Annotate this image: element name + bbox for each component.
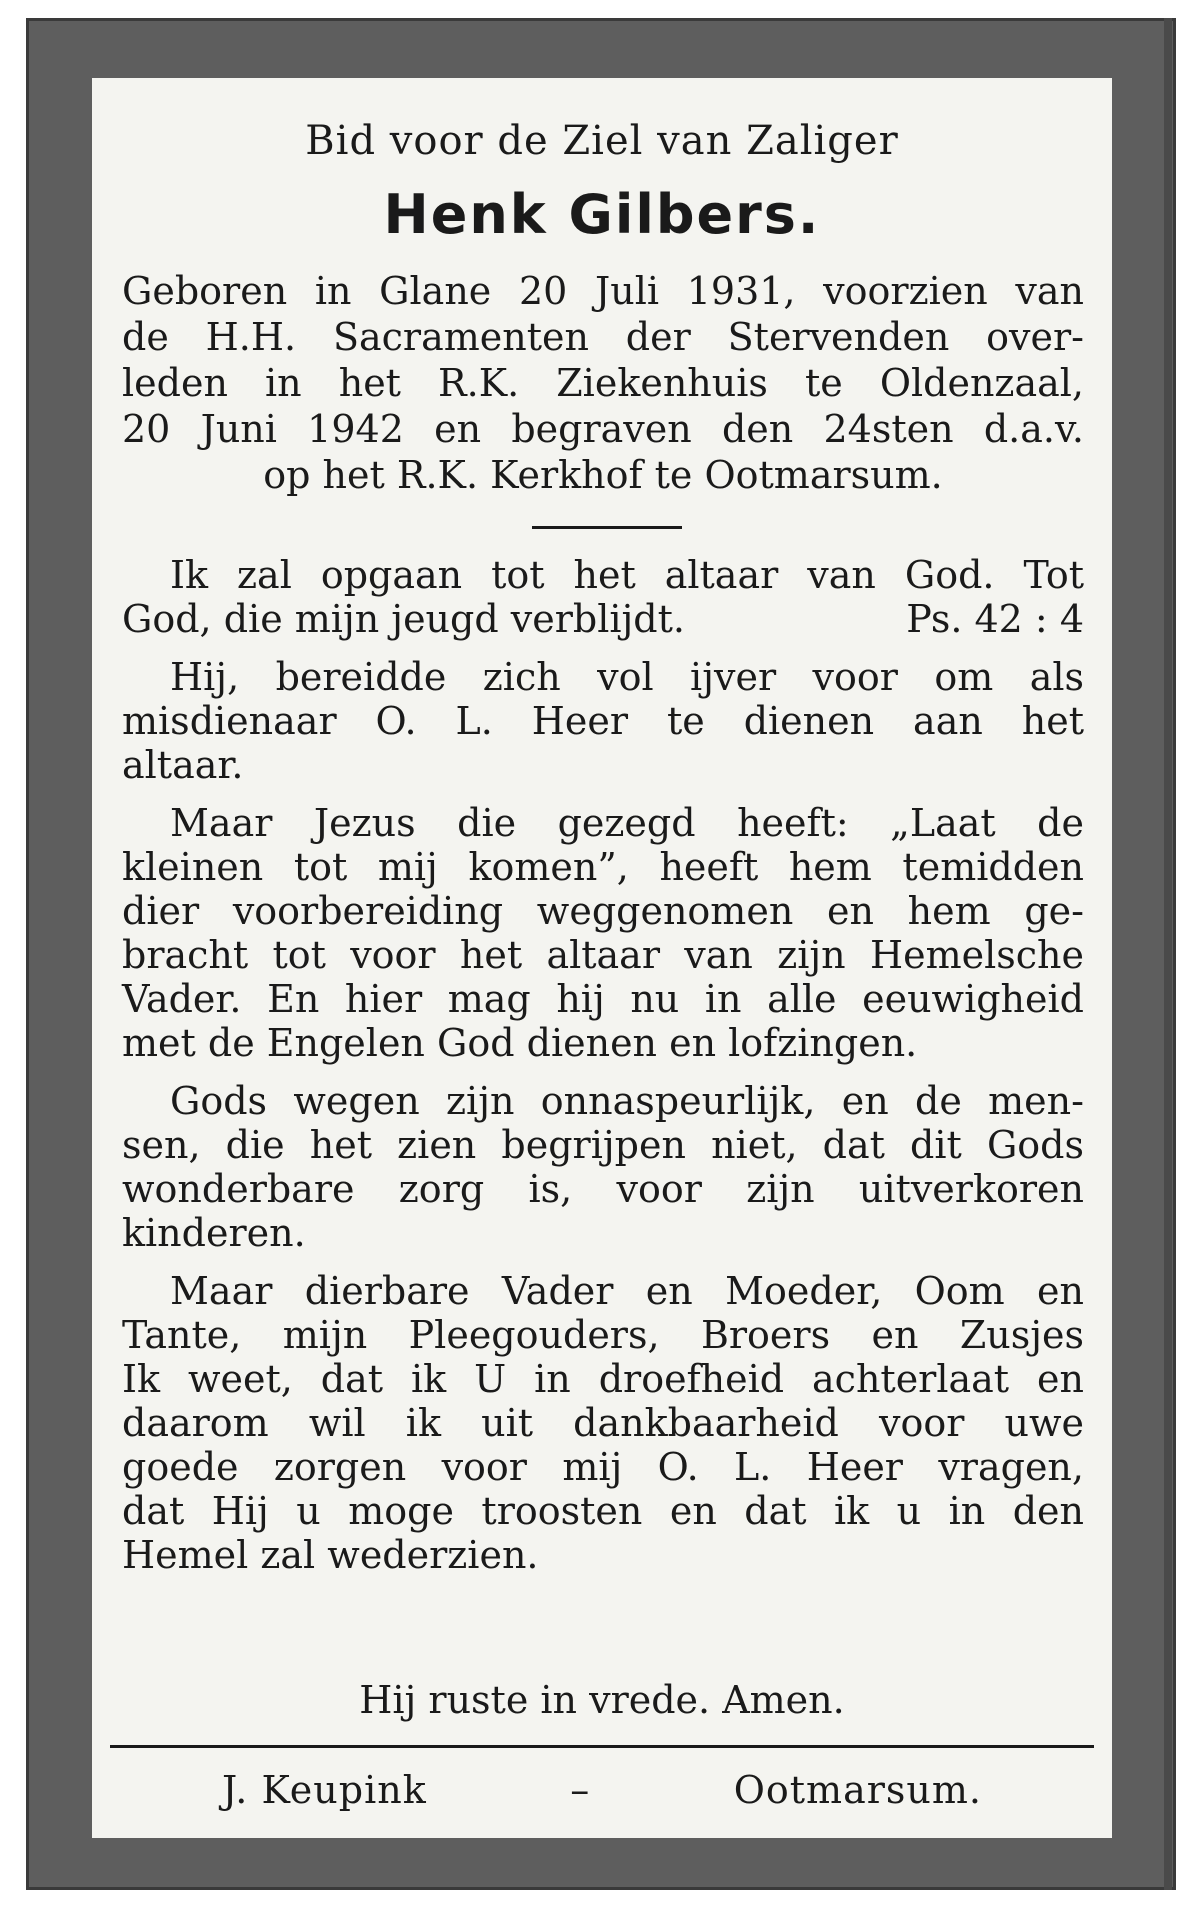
paragraph-line: kinderen. bbox=[122, 1211, 306, 1255]
paragraph-line: Hemel zal wederzien. bbox=[122, 1533, 539, 1577]
paragraph-line: goede zorgen voor mij O. L. Heer vragen, bbox=[122, 1445, 1084, 1489]
paragraph-line: bracht tot voor het altaar van zijn Hemelsche bbox=[122, 933, 1084, 977]
printer-footer bbox=[222, 1768, 982, 1812]
paragraph-line: sen, die het zien begrijpen niet, dat dit Gods bbox=[122, 1123, 1084, 1167]
card-header: Bid voor de Ziel van Zaliger bbox=[305, 118, 899, 164]
paragraph-line: Maar Jezus die gezegd heeft: „Laat de bbox=[170, 801, 1084, 845]
paragraph-line: wonderbare zorg is, voor zijn uitverkoren bbox=[122, 1167, 1084, 1211]
paragraph-line: kleinen tot mij komen”, heeft hem temidden bbox=[122, 845, 1084, 889]
paragraph-line: met de Engelen God dienen en lofzingen. bbox=[122, 1021, 918, 1065]
paragraph-line: dier voorbereiding weggenomen en hem ge- bbox=[122, 889, 1084, 933]
intro-line: op het R.K. Kerkhof te Ootmarsum. bbox=[263, 453, 943, 497]
paragraph-2 bbox=[122, 801, 1084, 1065]
paragraph-line: Hij, bereidde zich vol ijver voor om als bbox=[170, 655, 1084, 699]
psalm-paragraph bbox=[122, 553, 1084, 641]
footer-divider bbox=[110, 1745, 1094, 1748]
footer-separator: – bbox=[570, 1768, 591, 1812]
psalm-line: Ik zal opgaan tot het altaar van God. Tot bbox=[170, 553, 1084, 597]
intro-line: 20 Juni 1942 en begraven den 24sten d.a.v. bbox=[122, 407, 1084, 451]
paragraph-line: dat Hij u moge troosten en dat ik u in den bbox=[122, 1489, 1084, 1533]
paragraph-4 bbox=[122, 1269, 1084, 1577]
paragraph-line: Gods wegen zijn onnaspeurlijk, en de men- bbox=[170, 1079, 1084, 1123]
closing-line: Hij ruste in vrede. Amen. bbox=[359, 1678, 845, 1722]
paragraph-line: Tante, mijn Pleegouders, Broers en Zusjes bbox=[122, 1313, 1084, 1357]
psalm-line: God, die mijn jeugd verblijdt. bbox=[122, 597, 685, 641]
paragraph-line: Vader. En hier mag hij nu in alle eeuwigheid bbox=[122, 977, 1084, 1021]
intro-line: de H.H. Sacramenten der Stervenden over- bbox=[122, 315, 1084, 359]
card-body bbox=[122, 553, 1084, 1591]
paragraph-line: altaar. bbox=[122, 743, 244, 787]
intro-line: Geboren in Glane 20 Juli 1931, voorzien van bbox=[122, 269, 1084, 313]
paragraph-line: Maar dierbare Vader en Moeder, Oom en bbox=[170, 1269, 1084, 1313]
paragraph-line: Ik weet, dat ik U in droefheid achterlaat en bbox=[122, 1357, 1084, 1401]
printer-name: J. Keupink bbox=[222, 1768, 427, 1812]
paragraph-line: daarom wil ik uit dankbaarheid voor uwe bbox=[122, 1401, 1084, 1445]
paragraph-line: misdienaar O. L. Heer te dienen aan het bbox=[122, 699, 1084, 743]
intro-paragraph bbox=[122, 268, 1084, 498]
psalm-last-line bbox=[122, 597, 1084, 641]
memorial-card bbox=[26, 18, 1176, 1890]
deceased-name: Henk Gilbers. bbox=[383, 183, 821, 246]
card-paper bbox=[92, 78, 1112, 1838]
paragraph-3 bbox=[122, 1079, 1084, 1255]
printer-place: Ootmarsum. bbox=[733, 1768, 982, 1812]
paragraph-1 bbox=[122, 655, 1084, 787]
intro-line: leden in het R.K. Ziekenhuis te Oldenzaal, bbox=[122, 361, 1084, 405]
short-divider bbox=[532, 526, 682, 529]
psalm-reference: Ps. 42 : 4 bbox=[906, 597, 1084, 641]
